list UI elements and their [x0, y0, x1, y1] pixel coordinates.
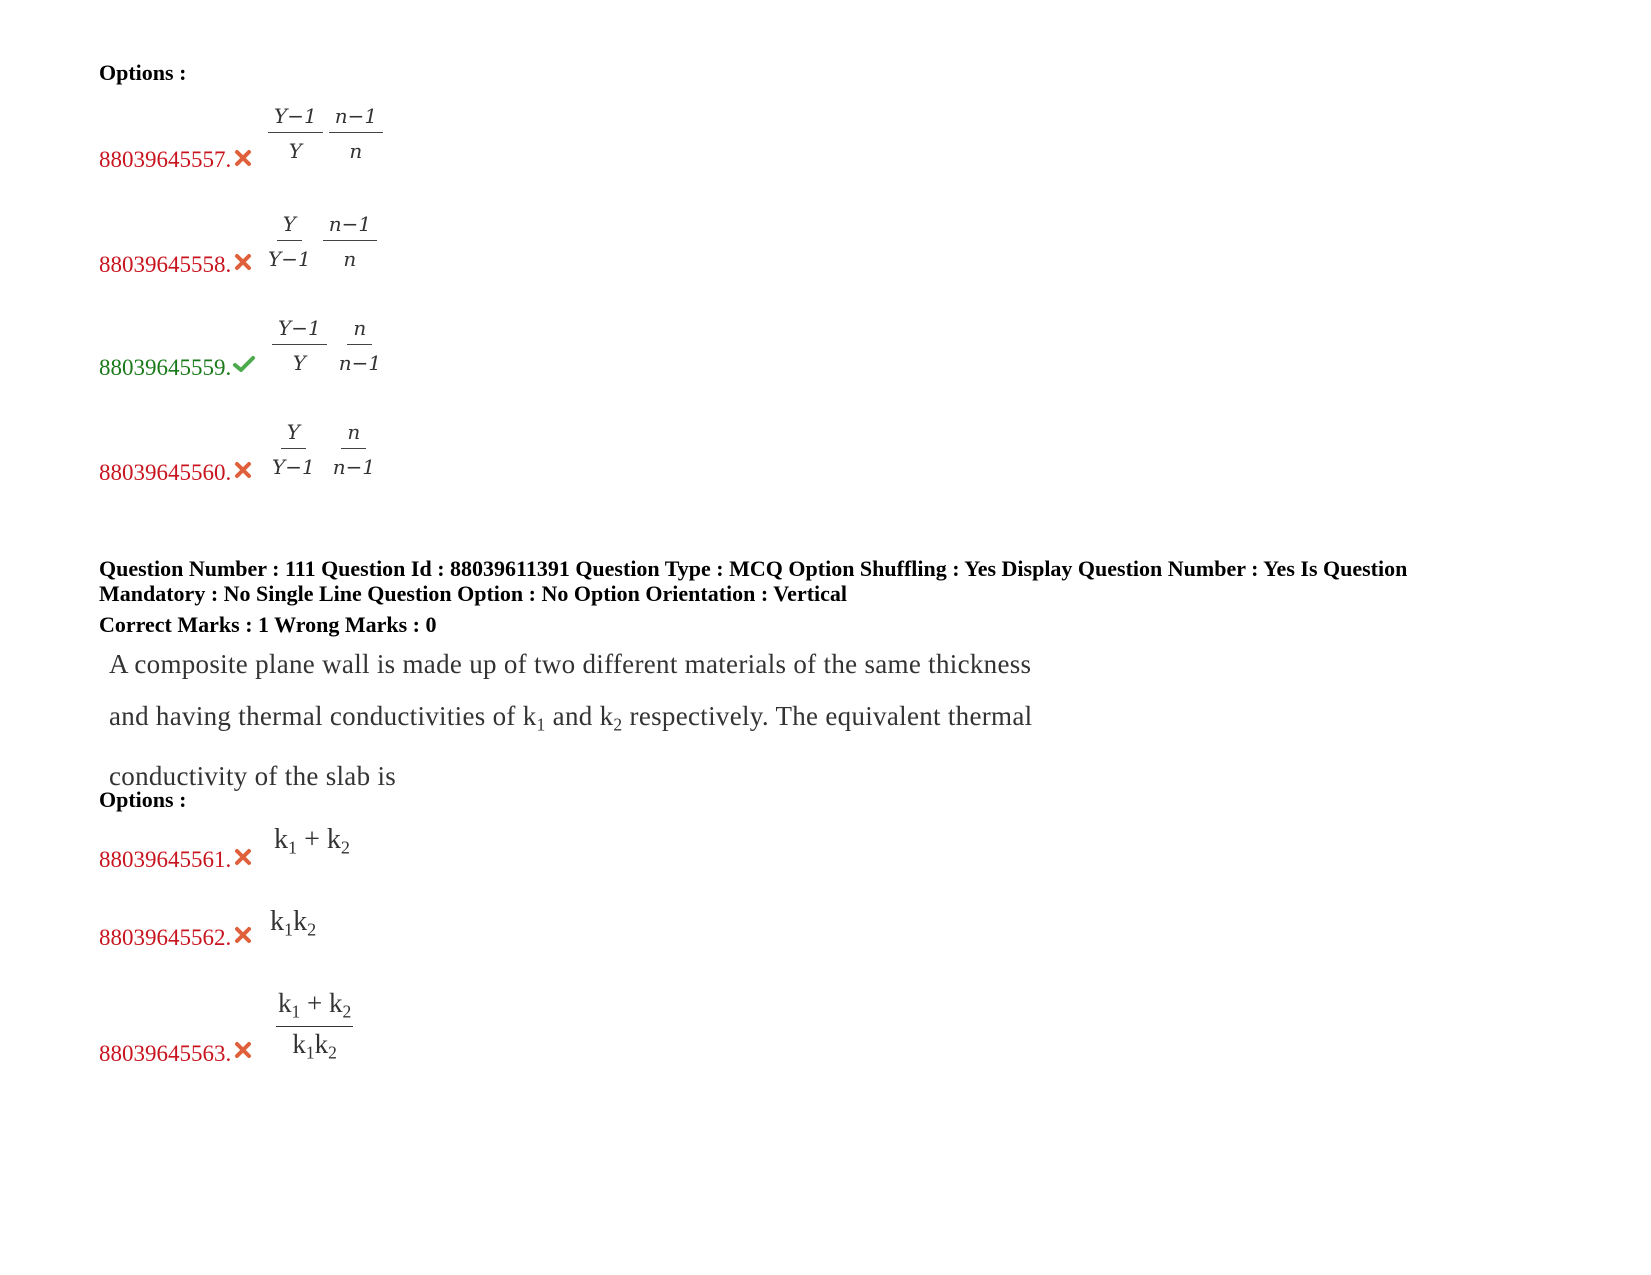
question-meta-line-2: Mandatory : No Single Line Question Option : No Option Orientation : Vertical [99, 581, 848, 606]
option-id: 88039645561. [99, 847, 232, 872]
question-text [109, 638, 1109, 802]
cross-icon [234, 253, 252, 271]
check-icon [232, 355, 256, 373]
option-id: 88039645557. [99, 147, 232, 172]
option-formula[interactable]: $k_1k_2$ [270, 906, 317, 940]
cross-icon [234, 461, 252, 479]
cross-icon [234, 1041, 252, 1059]
option-id: 88039645560. [99, 460, 232, 485]
cross-icon [234, 926, 252, 944]
option-formula[interactable] [266, 420, 381, 479]
option-id: 88039645563. [99, 1041, 232, 1066]
fraction: $\frac{n}{n-1}$ [338, 316, 382, 375]
option-formula[interactable] [268, 104, 383, 163]
fraction: $\frac{n-1}{n}$ [329, 104, 383, 163]
option-id: 88039645562. [99, 925, 232, 950]
fraction: $\frac{k_1 + k_2}{k_1k_2}$ [278, 988, 352, 1063]
option-formula[interactable] [262, 212, 377, 271]
option-formula[interactable] [276, 990, 353, 1070]
options-label: Options : [99, 60, 187, 85]
option-formula[interactable] [272, 316, 387, 375]
question-text-line: and having thermal conductivities of $k_1$ and $k_2$ respectively. The equivalent thermal [109, 701, 1033, 735]
fraction: $\frac{Y}{Y-1}$ [268, 212, 311, 271]
option-formula[interactable]: $k_1 + k_2$ [274, 824, 350, 858]
cross-icon [234, 149, 252, 167]
fraction: $\frac{n-1}{n}$ [323, 212, 377, 271]
question-text-line: conductivity of the slab is [109, 761, 397, 792]
options-label: Options : [99, 787, 187, 812]
question-text-line: A composite plane wall is made up of two different materials of the same thickness [109, 649, 1032, 679]
fraction: $\frac{Y-1}{Y}$ [268, 104, 323, 163]
fraction: $\frac{Y}{Y-1}$ [272, 420, 315, 479]
option-id: 88039645559. [99, 355, 232, 380]
fraction: $\frac{n}{n-1}$ [332, 420, 376, 479]
option-id: 88039645558. [99, 252, 232, 277]
fraction: $\frac{Y-1}{Y}$ [272, 316, 327, 375]
question-meta-line-1: Question Number : 111 Question Id : 88039611391 Question Type : MCQ Option Shuffling : Yes Display Question Number : Yes Is Question [99, 556, 1408, 581]
cross-icon [234, 848, 252, 866]
question-marks: Correct Marks : 1 Wrong Marks : 0 [99, 612, 437, 637]
